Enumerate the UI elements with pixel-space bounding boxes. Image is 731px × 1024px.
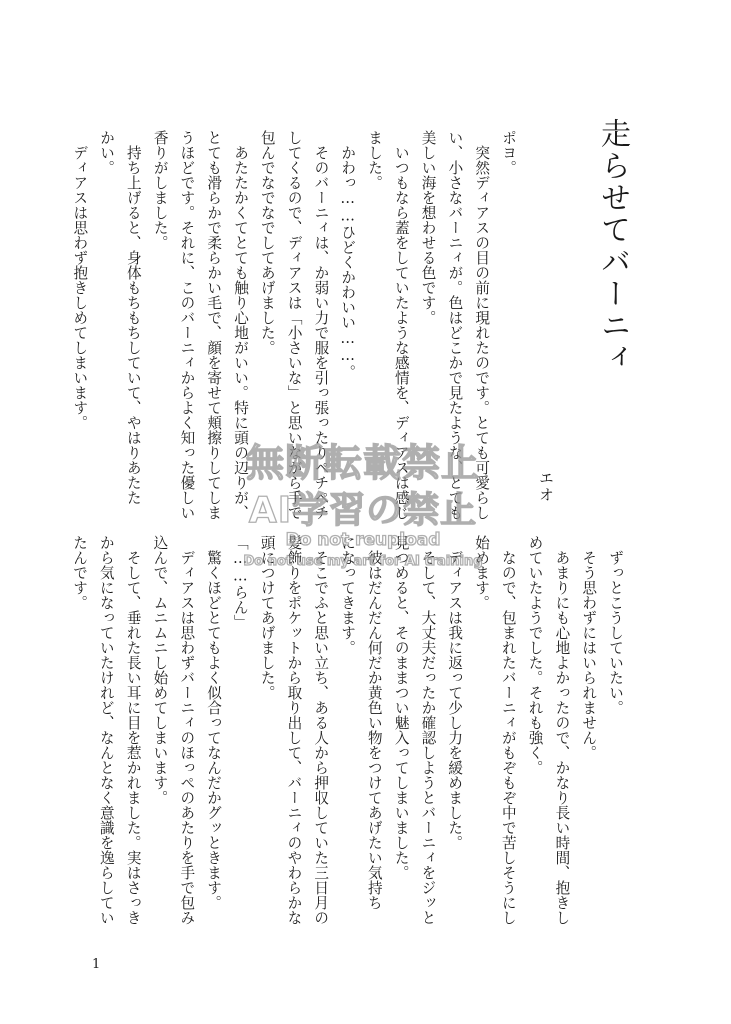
watermark-line-3: Do not reupload [285, 530, 441, 550]
author-name: エオ [537, 470, 555, 504]
body-text-bottom: ずっとこうしていたい。 そう思わずにはいられません。 あまりにも心地よかったので、かなり長い時間、抱きし めていたようでした。それも強く。 なので、包まれたバーニィがもぞもぞ中で苦しそうにし 始めます。 ディアスは我に返って少し力を緩めました。 そして、大丈夫だったか確認しようとバーニィをジッと 見つめると、そのままつい魅入ってしまいました。 彼はだんだん何だか黄色い物をつけてあげたい気持ち になってきます。 そこでふと思い立ち、ある人から押収していた三日月の 髪飾りをポケットから取り出して、バーニィのやわらかな 頭につけてあげました。 「……らん」 驚くほどとてもよく似合ってなんだかグッときます。 ディアスは思わずバーニィのほっぺのあたりを手で包み 込んで、ムニムニし始めてしまいます。 そして、垂れた長い耳に目を惹かれました。実はさっき から気になっていたけれど、なんとなく意識を逸らしてい たんです。 [71, 535, 624, 925]
page-number: 1 [92, 957, 101, 972]
watermark-line-1: 無断転載禁止 [245, 441, 480, 485]
watermark-line-2: AI学習の禁止 [248, 490, 478, 531]
body-text-top: ポヨ。 突然ディアスの目の前に現れたのです。とても可愛らし い、小さなバーニィが。色はどこかで見たような、とても 美しい海を想わせる色です。 いつもなら蓋をしていたような感情を、ディアスは感じ ました。 かわっ……ひどくかわいい……。 そのバーニィは、か弱い力で服を引っ張ったりペチペチ してくるので、ディアスは「小さいな」と思いながら手で 包んでなでなでしてあげました。 あたたかくてとても触り心地がいい。特に頭の辺りが、 とても滑らかで柔らかい毛で、顔を寄せて頬擦りしてしま うほどです。それに、このバーニィからよく知った優しい 香りがしました。 持ち上げると、身体もちもちしていて、やはりあたた かい。 ディアスは思わず抱きしめてしまいます。 [71, 130, 517, 520]
story-title: 走らせてバーニィ [595, 118, 630, 374]
watermark-line-4: Do not use my art for AI training [243, 554, 483, 569]
